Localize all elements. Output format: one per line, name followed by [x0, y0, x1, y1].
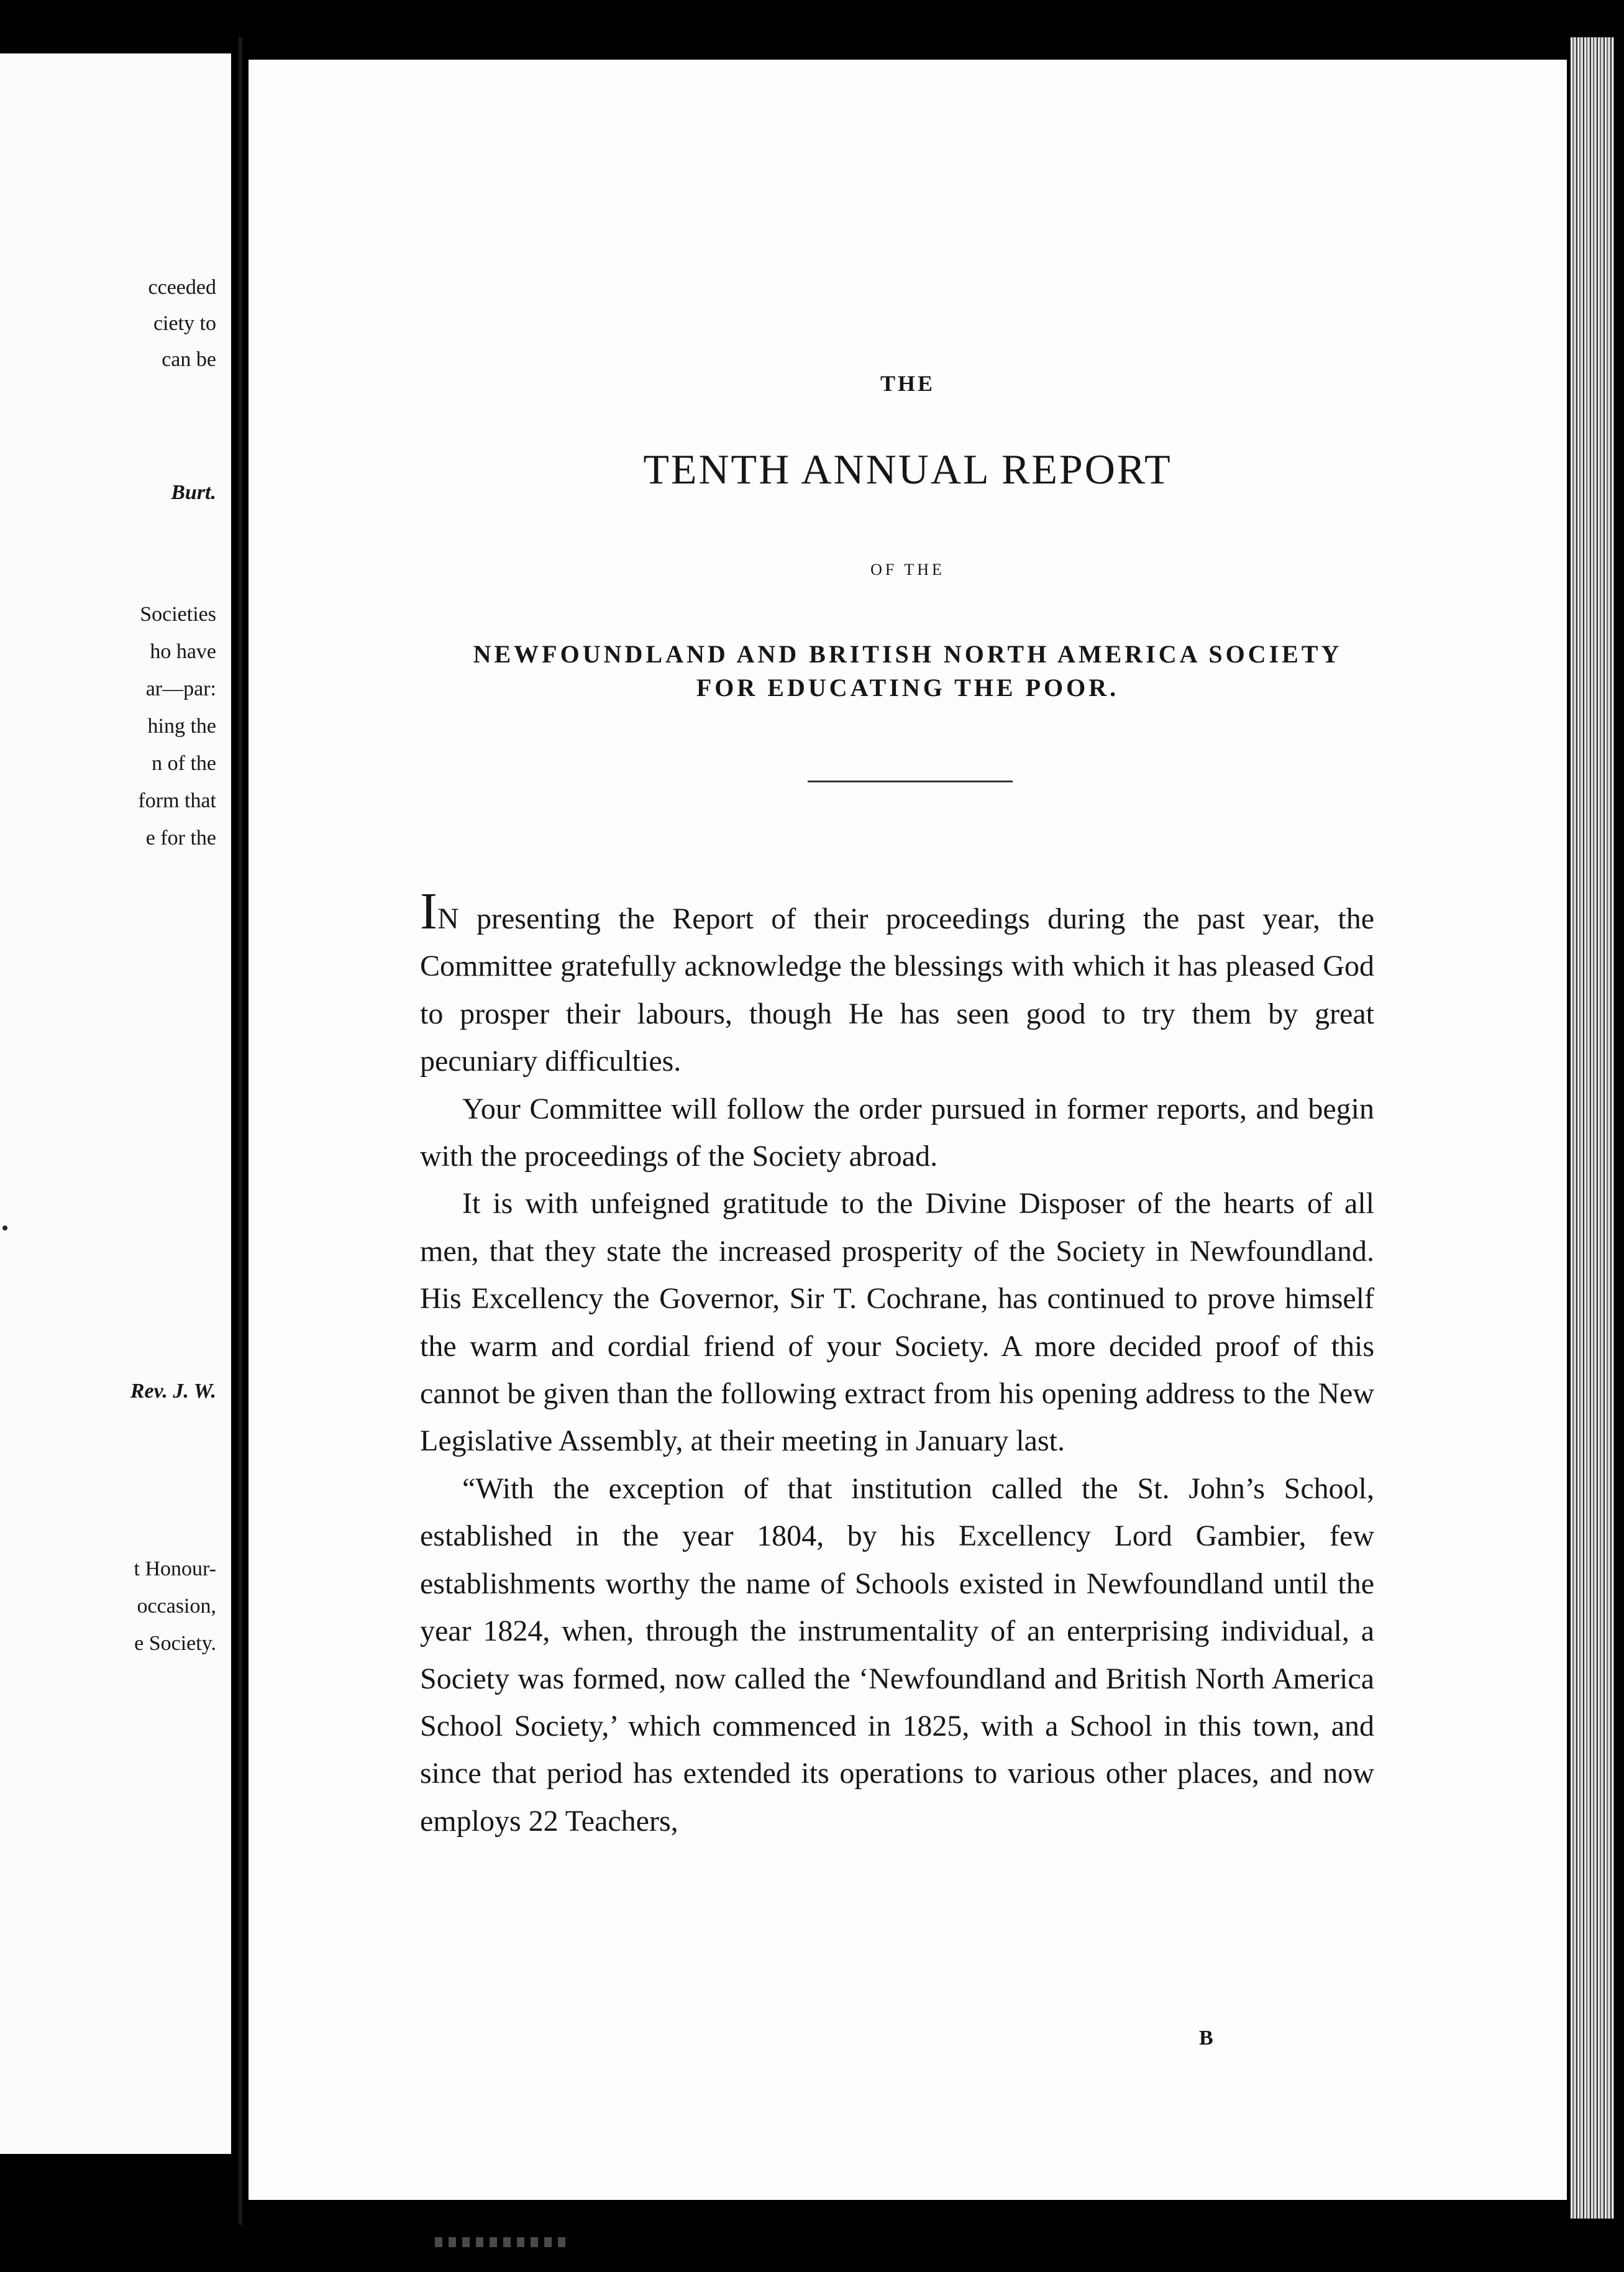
- left-fragment-line: n of the: [152, 752, 216, 775]
- left-fragment-line: e Society.: [134, 1632, 216, 1655]
- left-fragment-line: t Honour-: [134, 1557, 216, 1580]
- previous-page-fragment: [0, 53, 231, 2154]
- paragraph: “With the exception of that institution called the St. John’s School, established in the year 1804, by his Excellency Lord Gambier, few establishments worthy the name of Schools existed in Newfoundland until the year 1824, when, through the instrumentality of an enterprising individual, a Society was formed, now called the ‘Newfoundland and British North America School Society,’ which commenced in 1825, with a School in this town, and since that period has extended its operations to various other places, and now employs 22 Teachers,: [420, 1472, 1374, 1838]
- scan-smudge: [435, 2237, 572, 2247]
- paragraph-text: N presenting the Report of their proceedings during the past year, the Committee gratefully acknowledge the blessings with which it has pleased God to prosper their labours, though He has seen good to try them by great pecuniary difficulties.: [420, 902, 1374, 1078]
- paragraph: Your Committee will follow the order pursued in former reports, and begin with the proceedings of the Society abroad.: [420, 1092, 1374, 1173]
- left-fragment-line: ciety to: [153, 312, 216, 335]
- left-fragment-line: ar—par:: [145, 677, 216, 700]
- drop-cap: I: [420, 882, 437, 940]
- heading-of-the: OF THE: [870, 561, 945, 579]
- society-name-line-2: FOR EDUCATING THE POOR.: [696, 674, 1120, 702]
- heading-the: THE: [880, 371, 936, 396]
- society-name: [249, 638, 1567, 705]
- signature-mark: B: [1199, 2027, 1213, 2050]
- paragraph: It is with unfeigned gratitude to the Divine Disposer of the hearts of all men, that they state the increased prosperity of the Society in Newfoundland. His Excellency the Governor, Sir T. Cochrane, has continued to prove himself the warm and cordial friend of your Society. A more decided proof of this cannot be given than the following extract from his opening address to the New Legislative Assembly, at their meeting in January last.: [420, 1187, 1374, 1458]
- left-fragment-line: can be: [162, 348, 216, 371]
- left-fragment-line: hing the: [147, 715, 216, 738]
- report-body: [420, 882, 1374, 1845]
- report-page: [249, 60, 1567, 2200]
- left-fragment-line: Societies: [140, 603, 216, 626]
- book-gutter: [239, 37, 242, 2225]
- left-fragment-line: ho have: [150, 640, 216, 663]
- page-edges: [1571, 37, 1614, 2219]
- left-fragment-line: form that: [138, 789, 216, 812]
- left-fragment-line: Burt.: [171, 481, 216, 504]
- society-name-line-1: NEWFOUNDLAND AND BRITISH NORTH AMERICA SOCIETY: [473, 640, 1343, 668]
- paragraph: [420, 882, 1374, 1086]
- left-fragment-line: e for the: [145, 827, 216, 850]
- left-fragment-line: Rev. J. W.: [130, 1380, 216, 1403]
- page-title: TENTH ANNUAL REPORT: [643, 446, 1172, 493]
- left-fragment-line: cceeded: [148, 276, 216, 299]
- ink-dot: [2, 1225, 7, 1230]
- title-divider: [808, 781, 1013, 782]
- left-fragment-line: occasion,: [137, 1595, 216, 1618]
